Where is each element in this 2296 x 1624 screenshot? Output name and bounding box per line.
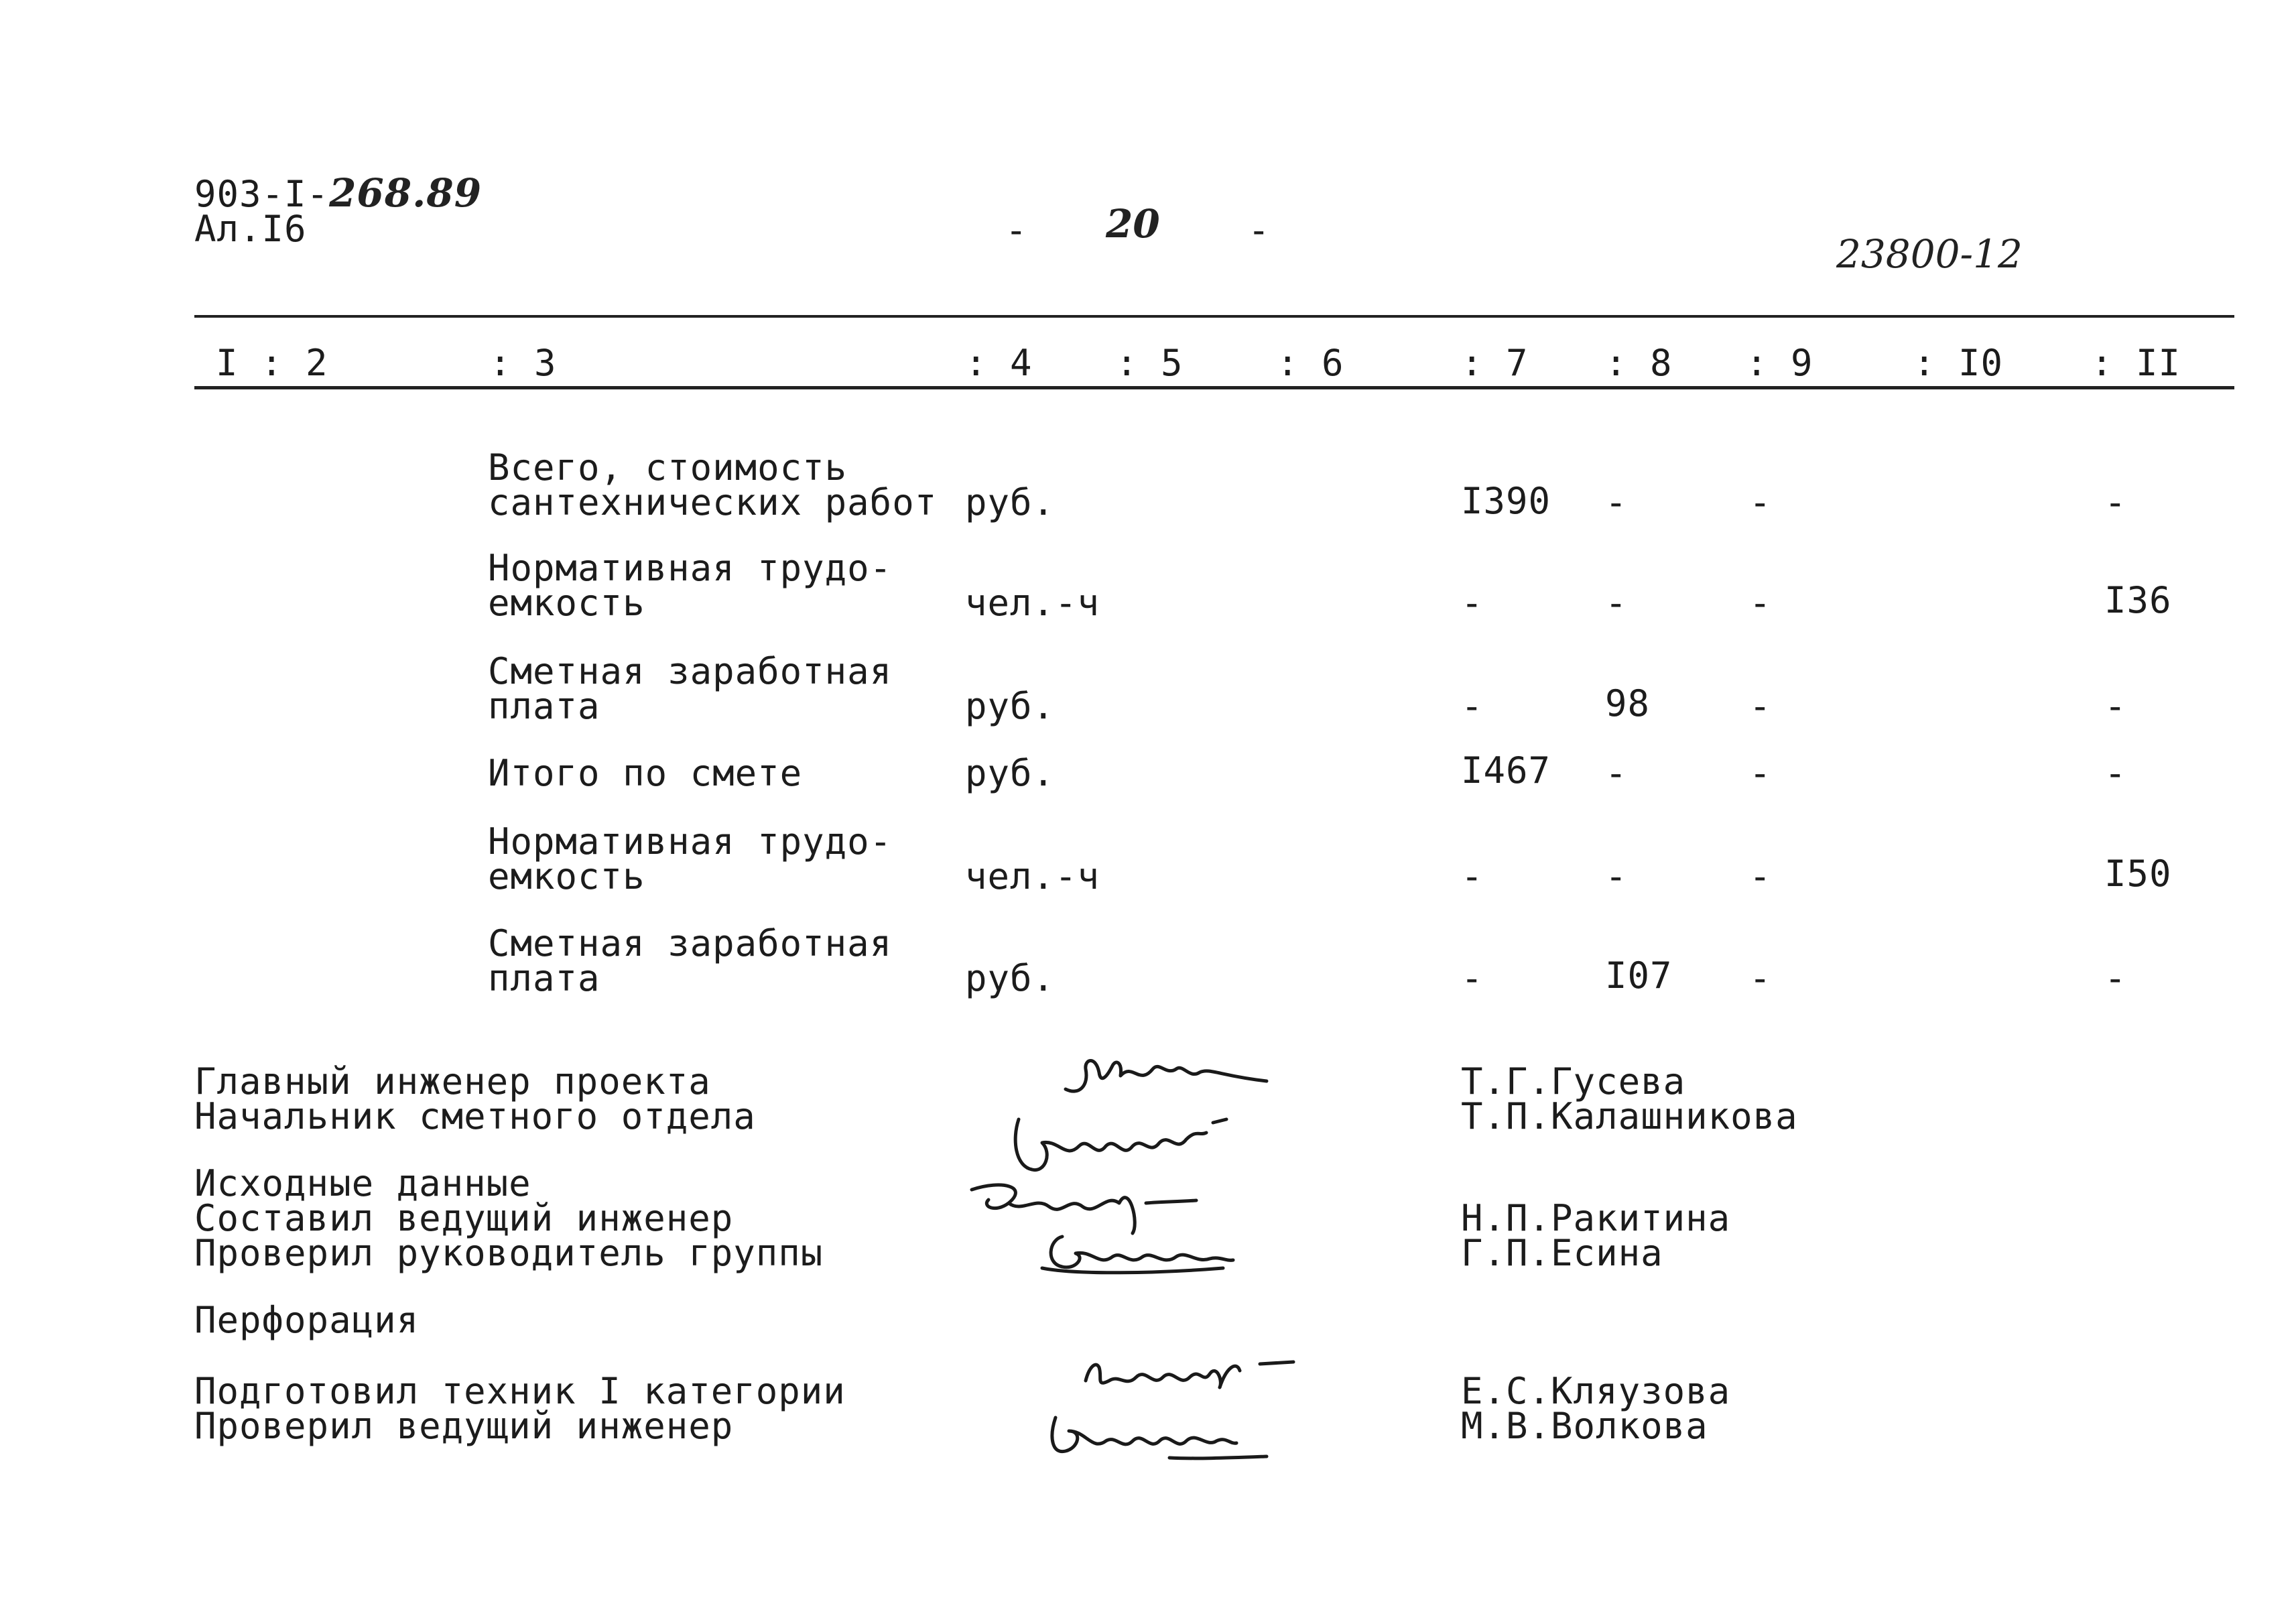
row-2-unit: чел.-ч	[965, 582, 1100, 624]
compiled-name: Н.П.Ракитина	[1461, 1197, 1731, 1239]
row-5-name-line-1: Нормативная трудо-	[488, 820, 893, 863]
row-3-unit: руб.	[965, 685, 1056, 727]
signature-checked-engineer	[1035, 1404, 1277, 1464]
chief-engineer-name: Т.Г.Гусева	[1461, 1060, 1686, 1103]
column-header-1-2: I : 2	[216, 342, 328, 384]
column-header-10: : I0	[1913, 342, 2004, 384]
column-header-4: : 4	[965, 342, 1033, 384]
column-header-3: : 3	[489, 342, 557, 384]
checked-engineer-role: Проверил ведущий инженер	[194, 1405, 734, 1447]
row-6-col-9: -	[1749, 957, 1772, 999]
row-5-name-line-2: емкость	[488, 855, 645, 897]
row-3-col-7: -	[1461, 685, 1484, 727]
row-2-col-8: -	[1605, 582, 1628, 624]
row-6-col-11: -	[2104, 957, 2127, 999]
signature-estimate-head	[1005, 1106, 1233, 1180]
row-2-col-7: -	[1461, 582, 1484, 624]
row-4-name-line-1: Итого по смете	[488, 752, 803, 794]
row-3-col-9: -	[1749, 685, 1772, 727]
row-4-col-11: -	[2104, 752, 2127, 794]
prepared-role: Подготовил техник I категории	[194, 1370, 846, 1412]
row-4-col-8: -	[1605, 752, 1628, 794]
row-6-col-8: I07	[1605, 954, 1673, 997]
row-1-name-line-2: сантехнических работ	[488, 481, 938, 523]
row-4-unit: руб.	[965, 752, 1056, 794]
row-2-name-line-1: Нормативная трудо-	[488, 547, 893, 589]
row-5-col-11: I50	[2104, 853, 2172, 895]
page-dash-right: -	[1248, 209, 1271, 251]
signature-chief-engineer	[1059, 1049, 1273, 1109]
row-5-unit: чел.-ч	[965, 855, 1100, 897]
row-1-name-line-1: Всего, стоимость	[488, 446, 848, 489]
column-header-6: : 6	[1277, 342, 1344, 384]
signature-checked-group	[1035, 1227, 1236, 1280]
document-code-handwritten: 268.89	[329, 170, 483, 216]
row-3-name-line-1: Сметная заработная	[488, 650, 893, 692]
header-rule-bottom	[194, 386, 2234, 389]
row-3-name-line-2: плата	[488, 685, 600, 727]
row-6-name-line-2: плата	[488, 957, 600, 999]
row-3-col-8: 98	[1605, 682, 1651, 725]
row-5-col-9: -	[1749, 855, 1772, 897]
row-3-col-11: -	[2104, 685, 2127, 727]
row-6-col-7: -	[1461, 957, 1484, 999]
row-5-col-8: -	[1605, 855, 1628, 897]
order-number: 23800-12	[1836, 231, 2023, 277]
row-6-unit: руб.	[965, 957, 1056, 999]
page-dash-left: -	[1005, 209, 1028, 251]
checked-group-role: Проверил руководитель группы	[194, 1232, 824, 1274]
perforation-heading: Перфорация	[194, 1299, 420, 1341]
column-header-7: : 7	[1461, 342, 1529, 384]
row-1-col-7: I390	[1461, 480, 1551, 522]
row-2-col-9: -	[1749, 582, 1772, 624]
checked-group-name: Г.П.Есина	[1461, 1232, 1663, 1274]
row-1-col-8: -	[1605, 481, 1628, 523]
column-header-5: : 5	[1116, 342, 1184, 384]
column-header-11: : II	[2091, 342, 2181, 384]
chief-engineer-role: Главный инженер проекта	[194, 1060, 711, 1103]
prepared-name: Е.С.Кляузова	[1461, 1370, 1731, 1412]
document-code	[194, 170, 483, 216]
estimate-head-name: Т.П.Калашникова	[1461, 1095, 1798, 1137]
row-1-unit: руб.	[965, 481, 1056, 523]
album-number: Ал.I6	[194, 208, 307, 250]
row-1-col-11: -	[2104, 481, 2127, 523]
column-header-8: : 8	[1605, 342, 1673, 384]
column-header-9: : 9	[1746, 342, 1813, 384]
checked-engineer-name: М.В.Волкова	[1461, 1405, 1708, 1447]
document-code-printed: 903-I-	[194, 173, 330, 215]
row-1-col-9: -	[1749, 481, 1772, 523]
row-6-name-line-1: Сметная заработная	[488, 922, 893, 964]
row-4-col-9: -	[1749, 752, 1772, 794]
header-rule-top	[194, 315, 2234, 318]
row-5-col-7: -	[1461, 855, 1484, 897]
row-2-name-line-2: емкость	[488, 582, 645, 624]
source-data-heading: Исходные данные	[194, 1162, 531, 1204]
page-number: 20	[1106, 201, 1160, 247]
compiled-role: Составил ведущий инженер	[194, 1197, 734, 1239]
row-4-col-7: I467	[1461, 749, 1551, 792]
signature-prepared	[1072, 1347, 1300, 1401]
estimate-head-role: Начальник сметного отдела	[194, 1095, 756, 1137]
row-2-col-11: I36	[2104, 579, 2172, 621]
